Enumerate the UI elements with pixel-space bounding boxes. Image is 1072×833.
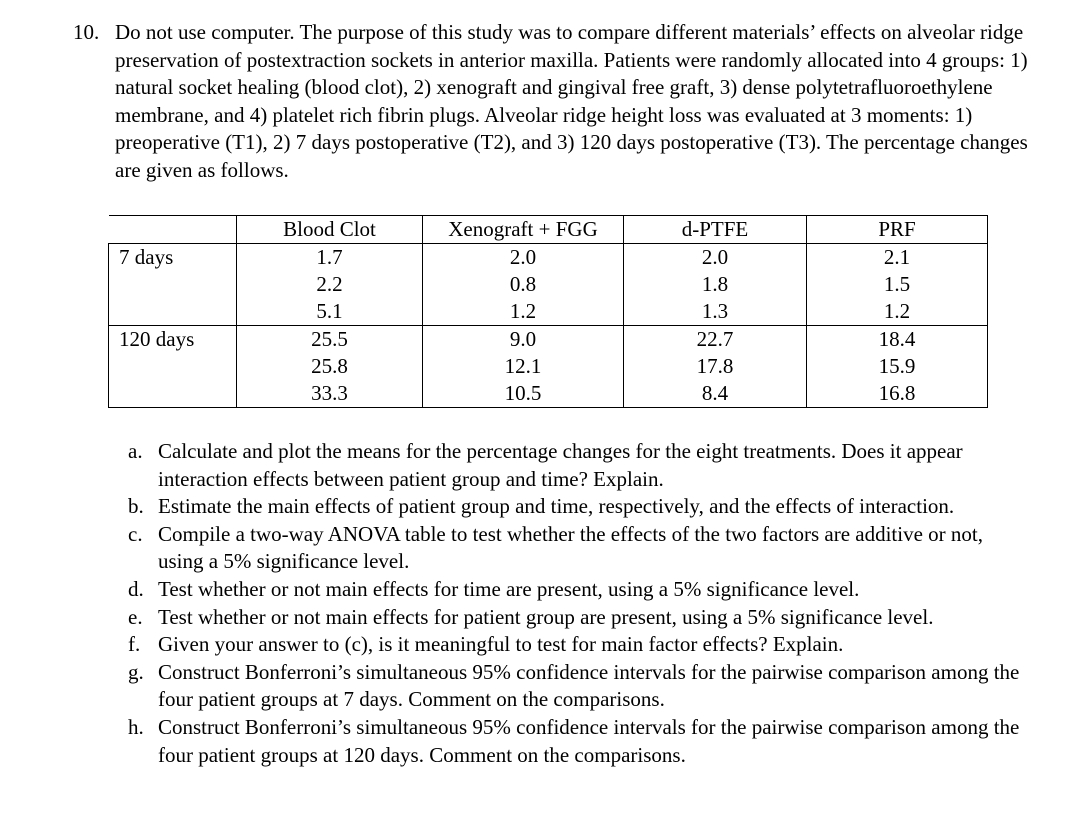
question-text: Construct Bonferroni’s simultaneous 95% confidence intervals for the pairwise comparison among the four patient groups at 120 days. Comment on the comparisons. bbox=[158, 714, 1020, 767]
question-text: Calculate and plot the means for the percentage changes for the eight treatments. Does it appear interaction effects between patient group and time? Explain. bbox=[158, 439, 963, 491]
question-text: Construct Bonferroni’s simultaneous 95% confidence intervals for the pairwise comparison among the four patient groups at 7 days. Comment on the comparisons. bbox=[158, 659, 1020, 712]
question-text: Test whether or not main effects for time are present, using a 5% significance level. bbox=[158, 576, 860, 601]
table-cell: 1.2 bbox=[423, 298, 624, 326]
table-cell: 25.8 bbox=[237, 353, 423, 380]
table-cell: 1.2 bbox=[807, 298, 988, 326]
question-text: Estimate the main effects of patient group and time, respectively, and the effects of interaction. bbox=[158, 494, 955, 519]
question-h bbox=[128, 714, 1028, 769]
table-cell: 9.0 bbox=[423, 326, 624, 354]
question-text: Given your answer to (c), is it meaningful to test for main factor effects? Explain. bbox=[158, 632, 844, 657]
question-e bbox=[128, 604, 1028, 632]
question-a bbox=[128, 438, 1028, 493]
table-cell: 0.8 bbox=[423, 271, 624, 298]
table-row bbox=[109, 298, 988, 326]
table-row bbox=[109, 244, 988, 272]
question-letter: g. bbox=[128, 659, 144, 684]
time-label-7-days: 7 days bbox=[109, 244, 237, 272]
question-d bbox=[128, 576, 1028, 604]
table-cell: 10.5 bbox=[423, 380, 624, 408]
question-letter: f. bbox=[128, 632, 141, 657]
table-cell: 33.3 bbox=[237, 380, 423, 408]
table-cell: 1.8 bbox=[624, 271, 807, 298]
data-table bbox=[108, 215, 988, 408]
table-cell: 2.0 bbox=[624, 244, 807, 272]
table-row bbox=[109, 271, 988, 298]
problem-statement bbox=[73, 19, 1063, 185]
question-c bbox=[128, 521, 1028, 576]
time-label-120-days: 120 days bbox=[109, 326, 237, 354]
table-cell: 2.2 bbox=[237, 271, 423, 298]
question-letter: b. bbox=[128, 494, 144, 519]
table-row bbox=[109, 380, 988, 408]
question-b bbox=[128, 493, 1028, 521]
table-cell: 15.9 bbox=[807, 353, 988, 380]
table-cell: 18.4 bbox=[807, 326, 988, 354]
table-cell: 25.5 bbox=[237, 326, 423, 354]
table-cell: 2.0 bbox=[423, 244, 624, 272]
question-letter: d. bbox=[128, 576, 144, 601]
table-cell: 1.5 bbox=[807, 271, 988, 298]
question-list bbox=[128, 438, 1028, 769]
header-blood-clot: Blood Clot bbox=[237, 216, 423, 244]
table-cell: 8.4 bbox=[624, 380, 807, 408]
question-f bbox=[128, 631, 1028, 659]
table-cell: 5.1 bbox=[237, 298, 423, 326]
question-letter: e. bbox=[128, 604, 143, 629]
table-cell: 1.3 bbox=[624, 298, 807, 326]
table-row bbox=[109, 353, 988, 380]
table-header-row bbox=[109, 216, 988, 244]
question-g bbox=[128, 659, 1028, 714]
problem-number: 10. bbox=[73, 20, 100, 44]
table-cell: 1.7 bbox=[237, 244, 423, 272]
table-cell: 17.8 bbox=[624, 353, 807, 380]
header-time bbox=[109, 216, 237, 244]
table-cell: 2.1 bbox=[807, 244, 988, 272]
table-cell: 16.8 bbox=[807, 380, 988, 408]
question-letter: c. bbox=[128, 521, 143, 546]
question-letter: h. bbox=[128, 714, 144, 739]
question-letter: a. bbox=[128, 439, 143, 463]
header-xenograft-fgg: Xenograft + FGG bbox=[423, 216, 624, 244]
header-prf: PRF bbox=[807, 216, 988, 244]
problem-text: Do not use computer. The purpose of this study was to compare different materials’ effects on alveolar ridge preservation of postextraction sockets in anterior maxilla. Patients were randomly allocated into 4 groups: 1) natural socket healing (blood clot), 2) xenograft and gingival free graft, 3) dense polytetrafluoroethylene membrane, and 4) platelet rich fibrin plugs. Alveolar ridge height loss was evaluated at 3 moments: 1) preoperative (T1), 2) 7 days postoperative (T2), and 3) 120 days postoperative (T3). The percentage changes are given as follows. bbox=[115, 20, 1028, 182]
header-d-ptfe: d-PTFE bbox=[624, 216, 807, 244]
table-cell: 12.1 bbox=[423, 353, 624, 380]
question-text: Compile a two-way ANOVA table to test whether the effects of the two factors are additive or not, using a 5% significance level. bbox=[158, 521, 983, 574]
question-text: Test whether or not main effects for patient group are present, using a 5% significance level. bbox=[158, 604, 934, 629]
table-row bbox=[109, 326, 988, 354]
table-cell: 22.7 bbox=[624, 326, 807, 354]
